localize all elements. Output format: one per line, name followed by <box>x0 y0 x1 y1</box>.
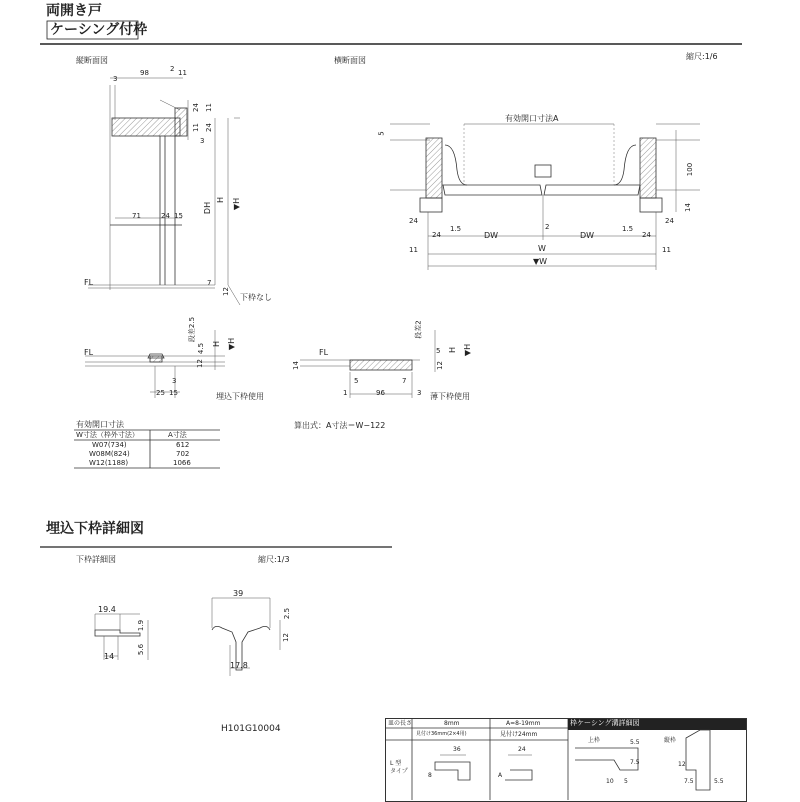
dim: 8 <box>428 772 432 779</box>
dim: 25 <box>156 389 165 397</box>
dim: 11 <box>178 69 187 77</box>
panel-title: 枠ケーシング溝詳細図 <box>570 719 640 727</box>
dim: 15 <box>169 389 178 397</box>
table-title: 有効開口寸法 <box>76 420 124 429</box>
dim: 2.5 <box>283 607 292 620</box>
dim: DW <box>580 231 595 240</box>
dim: 3 <box>113 75 118 83</box>
embedded-sill-label: 埋込下枠使用 <box>216 392 264 401</box>
dim: 11 <box>204 103 213 112</box>
dim: 10 <box>606 778 614 785</box>
dim: 96 <box>376 389 385 397</box>
horizontal-section-label: 横断面図 <box>334 56 366 65</box>
dim: H <box>448 346 458 354</box>
side-frame-label: 縦枠 <box>664 737 677 744</box>
dim: 12 <box>435 361 444 370</box>
bottom-c3: A=8-19mm <box>506 720 541 727</box>
dim: 段差2.5 <box>188 316 197 343</box>
dim: ▼H <box>463 343 473 357</box>
dim: 5 <box>624 778 628 785</box>
page-subtitle: ケーシング付枠 <box>50 22 148 38</box>
dim: 12 <box>678 761 686 768</box>
dim: 1.5 <box>622 225 634 233</box>
bottom-r2a: 見付け36mm(2×4用) <box>416 731 467 737</box>
dim: 24 <box>665 217 674 225</box>
dim: 19.4 <box>98 605 116 614</box>
dim: ▼W <box>533 257 548 266</box>
dim: 24 <box>204 123 213 132</box>
table-header-w: W寸法（枠外寸法） <box>76 431 139 439</box>
table-header-a: A寸法 <box>168 431 187 439</box>
dim: ▼H <box>232 197 242 211</box>
detail-sub: 下枠詳細図 <box>76 555 116 564</box>
vertical-section-drawing <box>88 75 240 305</box>
dim: 24 <box>161 212 170 220</box>
bottom-c1: 皿の長さ <box>388 720 413 727</box>
dim: 15 <box>174 212 183 220</box>
dim: 71 <box>132 212 141 220</box>
detail-heading: 埋込下枠詳細図 <box>46 521 144 537</box>
bottom-r2b: 見付け24mm <box>500 731 538 738</box>
dim: 1.9 <box>137 619 146 632</box>
dim: 5 <box>436 347 441 355</box>
dim: A <box>498 772 503 779</box>
no-sill-note: 下枠なし <box>240 293 272 302</box>
dim: 段差2 <box>414 320 423 339</box>
dim: 24 <box>409 217 418 225</box>
dim: 11 <box>409 246 418 254</box>
dim: 12 <box>195 359 204 368</box>
dim: H <box>212 340 222 348</box>
dim: 7.5 <box>684 778 694 785</box>
dim: 14 <box>291 361 300 370</box>
scale-label: 縮尺:1/6 <box>686 52 718 61</box>
dim: H <box>216 196 226 204</box>
dim: 2 <box>545 223 550 231</box>
table-row: W08M(824) <box>89 450 130 458</box>
dim: 5.5 <box>630 739 640 746</box>
dim: 24 <box>191 103 200 112</box>
table-row: 702 <box>176 450 190 458</box>
dim: 12 <box>221 287 230 296</box>
dim: 7 <box>402 377 407 385</box>
dim: 7 <box>207 279 212 287</box>
table-row: W07(734) <box>92 441 127 449</box>
dim: 17.8 <box>230 661 248 670</box>
dim: 4.5 <box>197 342 206 355</box>
table-row: W12(1188) <box>89 459 129 467</box>
dim: 24 <box>432 231 441 239</box>
dim: 100 <box>686 162 695 177</box>
dim: 5.6 <box>137 643 146 656</box>
formula: 算出式：A寸法＝W−122 <box>294 421 386 430</box>
dim: 36 <box>453 746 461 753</box>
detail-scale: 縮尺:1/3 <box>258 555 290 564</box>
fl-label-left: FL <box>84 348 94 357</box>
dim: 14 <box>683 203 692 212</box>
dim: 5.5 <box>714 778 724 785</box>
dim: 3 <box>200 137 205 145</box>
dim: 7.5 <box>630 759 640 766</box>
dim: 98 <box>140 69 149 77</box>
vertical-section-label: 縦断面図 <box>76 56 108 65</box>
top-frame-label: 上枠 <box>588 737 601 744</box>
bottom-c2: 8mm <box>444 720 460 727</box>
dim: 24 <box>518 746 526 753</box>
dim: 2 <box>170 65 175 73</box>
dim: 39 <box>233 589 244 598</box>
dim: 3 <box>417 389 422 397</box>
dim: 3 <box>172 377 177 385</box>
embedded-sill-drawing <box>85 330 225 398</box>
thin-sill-label: 薄下枠使用 <box>430 392 470 401</box>
bottom-type: L 型 タイプ <box>390 760 408 776</box>
thin-sill-drawing <box>300 330 435 398</box>
dim: 11 <box>191 123 200 132</box>
product-code: H101G10004 <box>221 724 281 734</box>
opening-dim-label: 有効開口寸法A <box>505 114 559 123</box>
fl-label: FL <box>84 278 94 287</box>
fl-label-right: FL <box>319 348 329 357</box>
dim: W <box>538 244 546 253</box>
dim: 14 <box>104 652 115 661</box>
dim: 11 <box>662 246 671 254</box>
dim: 12 <box>281 633 290 642</box>
table-row: 1066 <box>173 459 191 467</box>
table-row: 612 <box>176 441 190 449</box>
dim: DH <box>203 201 213 215</box>
dim: ▼H <box>227 337 237 351</box>
dim: 5 <box>377 131 386 136</box>
dim: 24 <box>642 231 651 239</box>
dim: 1.5 <box>450 225 462 233</box>
page-title: 両開き戸 <box>46 3 102 19</box>
dim: DW <box>484 231 499 240</box>
dim: 1 <box>343 389 348 397</box>
dim: 5 <box>354 377 359 385</box>
